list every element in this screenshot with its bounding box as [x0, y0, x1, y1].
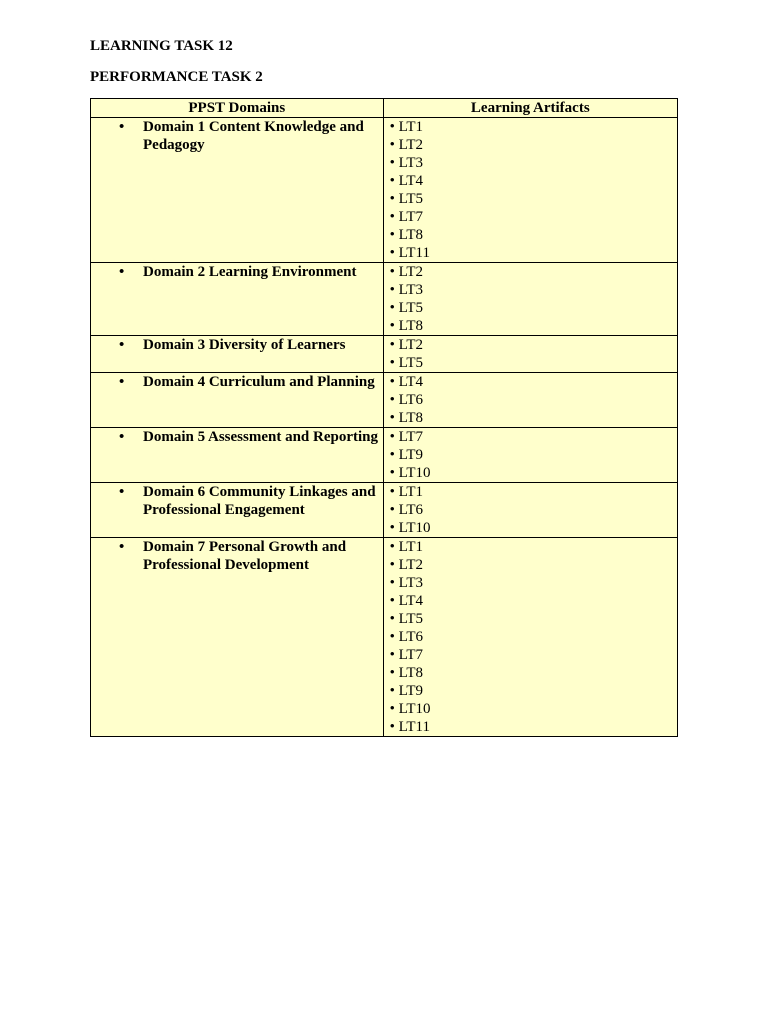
- artifact-item: • LT10: [390, 519, 677, 537]
- table-row: [91, 373, 678, 428]
- artifact-item: • LT9: [390, 446, 677, 464]
- artifact-list: [390, 263, 677, 335]
- artifact-item: • LT2: [390, 336, 677, 354]
- artifact-item: • LT10: [390, 700, 677, 718]
- domain-cell: [91, 263, 384, 336]
- artifact-item: • LT11: [390, 718, 677, 736]
- artifact-item: • LT11: [390, 244, 677, 262]
- artifact-item: • LT3: [390, 574, 677, 592]
- artifact-item: • LT10: [390, 464, 677, 482]
- table-row: [91, 483, 678, 538]
- artifacts-cell: [383, 118, 677, 263]
- artifact-item: • LT9: [390, 682, 677, 700]
- artifact-item: • LT8: [390, 226, 677, 244]
- artifacts-cell: [383, 373, 677, 428]
- artifacts-cell: [383, 538, 677, 737]
- learning-task-heading: LEARNING TASK 12: [90, 38, 233, 54]
- domain-cell: [91, 428, 384, 483]
- domain-label: Domain 7 Personal Growth and Professional Development: [143, 539, 347, 573]
- artifact-item: • LT4: [390, 373, 677, 391]
- artifact-list: [390, 373, 677, 427]
- artifact-item: • LT2: [390, 263, 677, 281]
- artifact-item: • LT6: [390, 628, 677, 646]
- artifact-item: • LT3: [390, 281, 677, 299]
- bullet-icon: •: [119, 484, 125, 500]
- table-row: [91, 428, 678, 483]
- artifact-item: • LT2: [390, 556, 677, 574]
- domain-cell: [91, 373, 384, 428]
- table-row: [91, 263, 678, 336]
- bullet-icon: •: [119, 119, 125, 135]
- artifact-item: • LT8: [390, 664, 677, 682]
- artifact-item: • LT3: [390, 154, 677, 172]
- bullet-icon: •: [119, 429, 125, 445]
- artifact-item: • LT2: [390, 136, 677, 154]
- domain-cell: [91, 538, 384, 737]
- artifact-item: • LT1: [390, 538, 677, 556]
- bullet-icon: •: [119, 264, 125, 280]
- domain-cell: [91, 483, 384, 538]
- table-row: [91, 538, 678, 737]
- artifact-item: • LT6: [390, 501, 677, 519]
- domain-cell: [91, 336, 384, 373]
- bullet-icon: •: [119, 539, 125, 555]
- artifacts-cell: [383, 263, 677, 336]
- artifacts-cell: [383, 428, 677, 483]
- artifact-item: • LT5: [390, 299, 677, 317]
- header-ppst-domains: PPST Domains: [91, 99, 384, 118]
- artifact-item: • LT1: [390, 483, 677, 501]
- artifact-item: • LT1: [390, 118, 677, 136]
- artifact-list: [390, 336, 677, 372]
- artifact-item: • LT7: [390, 646, 677, 664]
- bullet-icon: •: [119, 374, 125, 390]
- artifacts-cell: [383, 483, 677, 538]
- artifact-item: • LT5: [390, 354, 677, 372]
- artifact-item: • LT8: [390, 317, 677, 335]
- artifact-item: • LT5: [390, 190, 677, 208]
- artifact-item: • LT6: [390, 391, 677, 409]
- table-row: [91, 336, 678, 373]
- domain-label: Domain 1 Content Knowledge and Pedagogy: [143, 119, 364, 153]
- domain-label: Domain 6 Community Linkages and Professional Engagement: [143, 484, 376, 518]
- table-header-row: [91, 99, 678, 118]
- bullet-icon: •: [119, 337, 125, 353]
- table-row: [91, 118, 678, 263]
- performance-task-heading: PERFORMANCE TASK 2: [90, 69, 263, 85]
- artifact-item: • LT5: [390, 610, 677, 628]
- artifact-item: • LT7: [390, 428, 677, 446]
- ppst-domains-table: [90, 98, 678, 737]
- domain-cell: [91, 118, 384, 263]
- artifact-list: [390, 118, 677, 262]
- artifact-list: [390, 483, 677, 537]
- artifact-item: • LT4: [390, 172, 677, 190]
- table-body: [91, 118, 678, 737]
- artifact-item: • LT7: [390, 208, 677, 226]
- domain-label: Domain 2 Learning Environment: [143, 264, 357, 280]
- domain-label: Domain 3 Diversity of Learners: [143, 337, 346, 353]
- header-learning-artifacts: Learning Artifacts: [383, 99, 677, 118]
- domain-label: Domain 5 Assessment and Reporting: [143, 429, 379, 445]
- artifact-item: • LT4: [390, 592, 677, 610]
- artifact-list: [390, 538, 677, 736]
- artifacts-cell: [383, 336, 677, 373]
- artifact-item: • LT8: [390, 409, 677, 427]
- artifact-list: [390, 428, 677, 482]
- domain-label: Domain 4 Curriculum and Planning: [143, 374, 375, 390]
